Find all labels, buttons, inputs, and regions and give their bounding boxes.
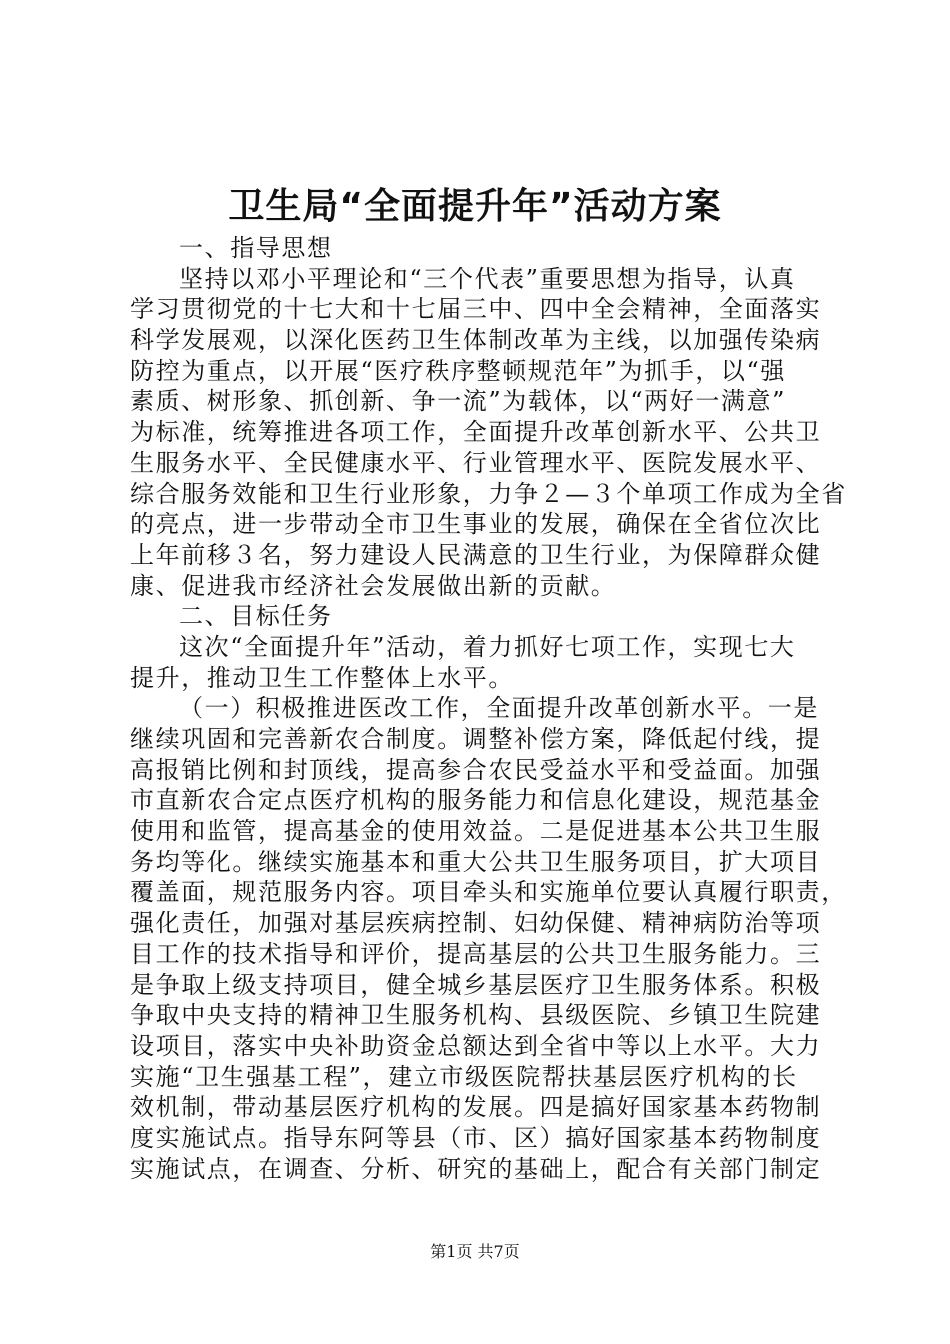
paragraph-line: 继续巩固和完善新农合制度。调整补偿方案，降低起付线，提 <box>130 725 822 753</box>
paragraph-line: 综合服务效能和卫生行业形象，力争２—３个单项工作成为全省 <box>130 479 847 508</box>
paragraph-line: 务均等化。继续实施基本和重大公共卫生服务项目，扩大项目 <box>130 847 822 876</box>
paragraph-line: 素质、树形象、抓创新、争一流”为载体，以“两好一满意” <box>130 387 787 416</box>
paragraph-line: 生服务水平、全民健康水平、行业管理水平、医院发展水平、 <box>130 448 822 477</box>
document-title: 卫生局“全面提升年”活动方案 <box>228 186 722 227</box>
heading-goals-tasks: 二、目标任务 <box>179 602 333 631</box>
paragraph-line: 学习贯彻党的十七大和十七届三中、四中全会精神，全面落实 <box>130 295 822 324</box>
document-body <box>130 233 847 1184</box>
paragraph-line: 这次“全面提升年”活动，着力抓好七项工作，实现七大 <box>179 632 796 661</box>
paragraph-line: 实施试点，在调查、分析、研究的基础上，配合有关部门制定 <box>130 1154 822 1183</box>
paragraph-line: 科学发展观，以深化医药卫生体制改革为主线，以加强传染病 <box>130 326 822 355</box>
paragraph-line: 为标准，统筹推进各项工作，全面提升改革创新水平、公共卫 <box>130 418 822 447</box>
paragraph-line: 实施“卫生强基工程”，建立市级医院帮扶基层医疗机构的长 <box>130 1062 798 1091</box>
paragraph-line: 坚持以邓小平理论和“三个代表”重要思想为指导，认真 <box>179 264 796 293</box>
paragraph-line: 的亮点，进一步带动全市卫生事业的发展，确保在全省位次比 <box>130 510 822 539</box>
paragraph-line: （一）积极推进医改工作，全面提升改革创新水平。一是 <box>179 694 819 723</box>
paragraph-line: 争取中央支持的精神卫生服务机构、县级医院、乡镇卫生院建 <box>130 1001 822 1030</box>
paragraph-line: 高报销比例和封顶线，提高参合农民受益水平和受益面。加强 <box>130 755 822 784</box>
paragraph-line: 是争取上级支持项目，健全城乡基层医疗卫生服务体系。积极 <box>130 970 822 999</box>
paragraph-line: 强化责任，加强对基层疾病控制、妇幼保健、精神病防治等项 <box>130 909 822 938</box>
paragraph-line: 康、促进我市经济社会发展做出新的贡献。 <box>130 571 617 600</box>
page-footer: 第1页 共7页 <box>430 1242 520 1261</box>
paragraph-line: 效机制，带动基层医疗机构的发展。四是搞好国家基本药物制 <box>130 1093 822 1122</box>
paragraph-line: 覆盖面，规范服务内容。项目牵头和实施单位要认真履行职责， <box>130 878 847 907</box>
paragraph-line: 市直新农合定点医疗机构的服务能力和信息化建设，规范基金 <box>130 786 822 815</box>
paragraph-line: 目工作的技术指导和评价，提高基层的公共卫生服务能力。三 <box>130 939 822 968</box>
paragraph-line: 防控为重点，以开展“医疗秩序整顿规范年”为抓手，以“强 <box>130 356 787 385</box>
paragraph-line: 度实施试点。指导东阿等县（市、区）搞好国家基本药物制度 <box>130 1123 822 1152</box>
paragraph-line: 提升，推动卫生工作整体上水平。 <box>130 663 514 692</box>
heading-guiding-ideology: 一、指导思想 <box>179 234 333 262</box>
paragraph-line: 上年前移３名，努力建设人民满意的卫生行业，为保障群众健 <box>130 540 822 569</box>
paragraph-line: 使用和监管，提高基金的使用效益。二是促进基本公共卫生服 <box>130 817 822 846</box>
paragraph-line: 设项目，落实中央补助资金总额达到全省中等以上水平。大力 <box>130 1031 822 1060</box>
